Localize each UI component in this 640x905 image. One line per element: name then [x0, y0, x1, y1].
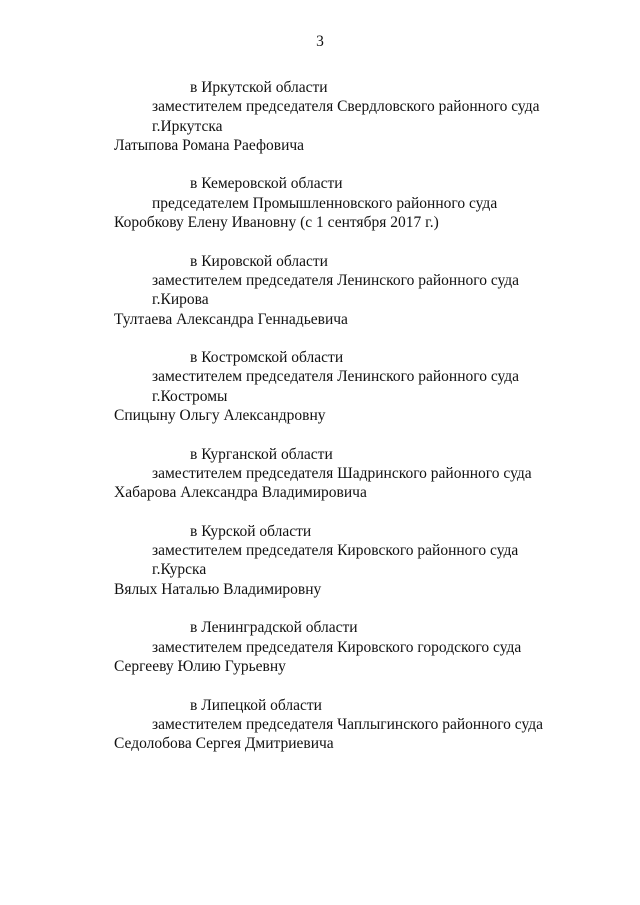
appointment-entry: [0, 78, 640, 155]
entry-name: Седолобова Сергея Дмитриевича: [114, 735, 334, 753]
entry-name: Тултаева Александра Геннадьевича: [114, 310, 348, 328]
entry-position: заместителем председателя Кировского городского суда: [152, 638, 522, 656]
entry-region: в Костромской области: [190, 349, 344, 367]
entry-region: в Ленинградской области: [190, 619, 358, 637]
entry-position: заместителем председателя Свердловского районного суда: [152, 98, 540, 116]
appointment-entry: [0, 618, 640, 676]
page-number: 3: [316, 33, 324, 50]
entry-city: г.Костромы: [152, 387, 228, 405]
entry-region: в Иркутской области: [190, 79, 328, 96]
entry-region: в Кировской области: [190, 252, 328, 270]
entry-name: Латыпова Романа Раефовича: [114, 136, 305, 154]
entry-region: в Кемеровской области: [190, 175, 343, 193]
entry-name: Коробкову Елену Ивановну (с 1 сентября 2017 г.): [114, 214, 439, 232]
appointment-entry: [0, 445, 640, 503]
entry-position: заместителем председателя Ленинского районного суда: [152, 271, 520, 289]
appointment-entry: [0, 174, 640, 232]
appointment-entry: [0, 252, 640, 329]
entry-name: Сергееву Юлию Гурьевну: [114, 657, 286, 675]
entry-region: в Курской области: [190, 522, 312, 540]
entry-position: председателем Промышленновского районного суда: [152, 194, 498, 212]
entry-city: г.Иркутска: [152, 117, 223, 135]
entry-position: заместителем председателя Ленинского районного суда: [152, 368, 520, 386]
appointment-entry: [0, 348, 640, 425]
entry-name: Хабарова Александра Владимировича: [114, 484, 367, 502]
entry-position: заместителем председателя Кировского районного суда: [152, 542, 519, 560]
appointment-entry: [0, 522, 640, 599]
entry-city: г.Курска: [152, 561, 207, 579]
appointment-list: [0, 78, 640, 773]
entry-position: заместителем председателя Чаплыгинского районного суда: [152, 715, 544, 733]
entry-name: Вялых Наталью Владимировну: [114, 580, 322, 598]
entry-city: г.Кирова: [152, 291, 209, 309]
entry-region: в Курганской области: [190, 445, 333, 463]
entry-name: Спицыну Ольгу Александровну: [114, 407, 326, 425]
appointment-entry: [0, 696, 640, 754]
entry-region: в Липецкой области: [190, 696, 322, 714]
entry-position: заместителем председателя Шадринского районного суда: [152, 464, 532, 482]
